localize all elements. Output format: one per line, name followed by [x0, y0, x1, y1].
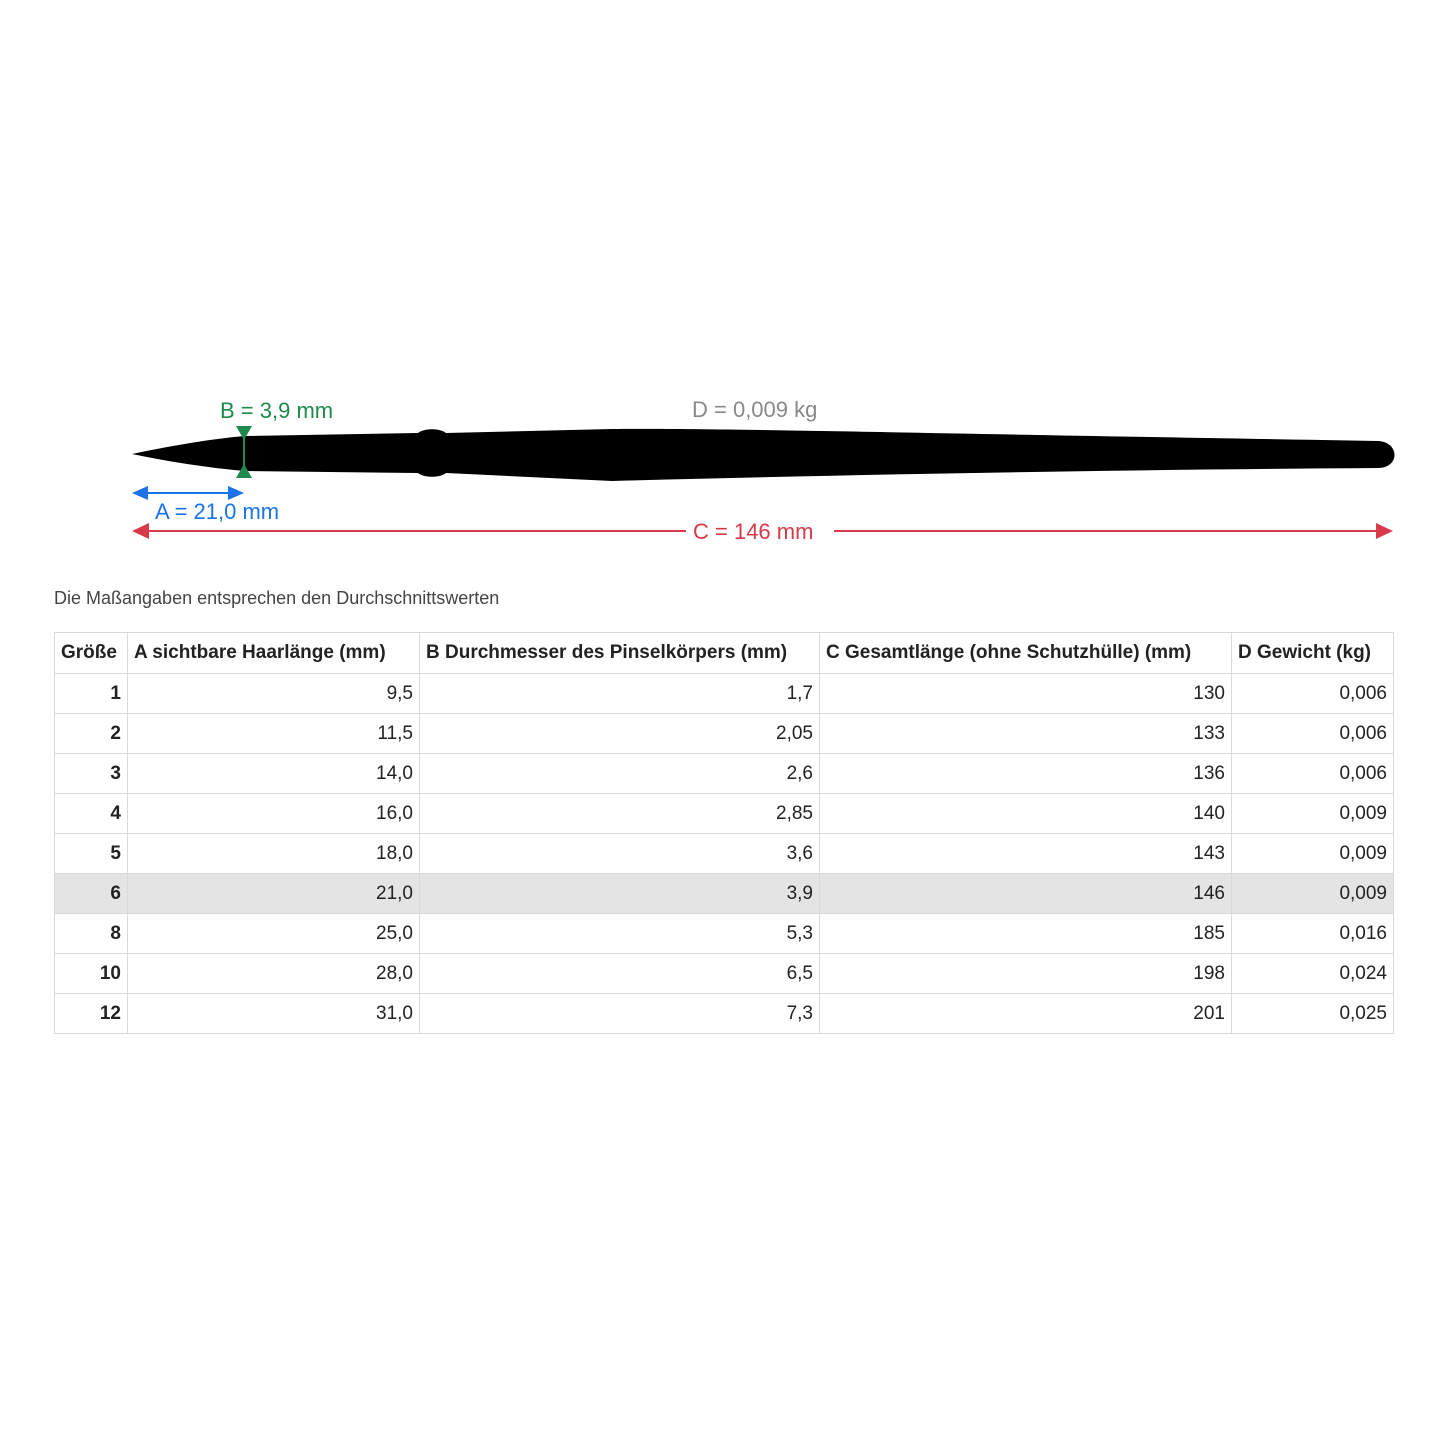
brush-dimension-diagram — [0, 0, 1445, 580]
total-length-dimension — [132, 519, 1393, 544]
caption: Die Maßangaben entsprechen den Durchschnittswerten — [54, 588, 500, 608]
diameter-cell: 6,5 — [420, 954, 820, 994]
total-length-cell: 136 — [820, 754, 1232, 794]
size-table — [54, 632, 1394, 1034]
hair-length-cell: 31,0 — [128, 994, 420, 1034]
diameter-cell: 2,05 — [420, 714, 820, 754]
size-cell: 4 — [55, 794, 128, 834]
size-cell: 12 — [55, 994, 128, 1034]
weight-cell: 0,009 — [1232, 874, 1394, 914]
diameter-cell: 3,9 — [420, 874, 820, 914]
size-cell: 10 — [55, 954, 128, 994]
table-row — [55, 914, 1394, 954]
table-row — [55, 794, 1394, 834]
total-length-cell: 130 — [820, 674, 1232, 714]
diameter-cell: 2,85 — [420, 794, 820, 834]
weight-cell: 0,009 — [1232, 834, 1394, 874]
size-cell: 5 — [55, 834, 128, 874]
weight-cell: 0,006 — [1232, 674, 1394, 714]
weight-cell: 0,009 — [1232, 794, 1394, 834]
hair-length-dimension — [132, 486, 279, 524]
diameter-label: B = 3,9 mm — [220, 398, 334, 423]
brush-silhouette — [132, 429, 1395, 481]
table-row — [55, 754, 1394, 794]
size-cell: 2 — [55, 714, 128, 754]
total-length-cell: 140 — [820, 794, 1232, 834]
total-length-cell: 198 — [820, 954, 1232, 994]
header-diameter: B Durchmesser des Pinselkörpers (mm) — [420, 633, 820, 674]
weight-cell: 0,024 — [1232, 954, 1394, 994]
size-cell: 1 — [55, 674, 128, 714]
hair-length-label: A = 21,0 mm — [155, 499, 280, 524]
header-size: Größe — [55, 633, 128, 674]
diameter-cell: 3,6 — [420, 834, 820, 874]
total-length-cell: 133 — [820, 714, 1232, 754]
diameter-cell: 5,3 — [420, 914, 820, 954]
hair-length-cell: 28,0 — [128, 954, 420, 994]
size-cell: 8 — [55, 914, 128, 954]
hair-length-cell: 21,0 — [128, 874, 420, 914]
size-cell: 6 — [55, 874, 128, 914]
hair-length-cell: 11,5 — [128, 714, 420, 754]
diameter-cell: 1,7 — [420, 674, 820, 714]
header-total-length: C Gesamtlänge (ohne Schutzhülle) (mm) — [820, 633, 1232, 674]
total-length-arrow-left — [132, 523, 149, 539]
table-row — [55, 674, 1394, 714]
hair-length-cell: 14,0 — [128, 754, 420, 794]
diameter-cell: 2,6 — [420, 754, 820, 794]
header-weight: D Gewicht (kg) — [1232, 633, 1394, 674]
table-row — [55, 834, 1394, 874]
total-length-label: C = 146 mm — [693, 519, 814, 544]
weight-cell: 0,025 — [1232, 994, 1394, 1034]
weight-label: D = 0,009 kg — [692, 397, 818, 422]
hair-length-arrow-right — [228, 486, 244, 500]
size-cell: 3 — [55, 754, 128, 794]
weight-cell: 0,006 — [1232, 754, 1394, 794]
hair-length-cell: 16,0 — [128, 794, 420, 834]
total-length-cell: 146 — [820, 874, 1232, 914]
table-row — [55, 994, 1394, 1034]
hair-length-arrow-left — [132, 486, 148, 500]
weight-cell: 0,006 — [1232, 714, 1394, 754]
hair-length-cell: 18,0 — [128, 834, 420, 874]
total-length-arrow-right — [1376, 523, 1393, 539]
table-row — [55, 954, 1394, 994]
table-row — [55, 714, 1394, 754]
hair-length-cell: 25,0 — [128, 914, 420, 954]
total-length-cell: 185 — [820, 914, 1232, 954]
total-length-cell: 143 — [820, 834, 1232, 874]
weight-cell: 0,016 — [1232, 914, 1394, 954]
table-row — [55, 874, 1394, 914]
total-length-cell: 201 — [820, 994, 1232, 1034]
hair-length-cell: 9,5 — [128, 674, 420, 714]
table-header-row — [55, 633, 1394, 674]
header-hair-length: A sichtbare Haarlänge (mm) — [128, 633, 420, 674]
diameter-cell: 7,3 — [420, 994, 820, 1034]
